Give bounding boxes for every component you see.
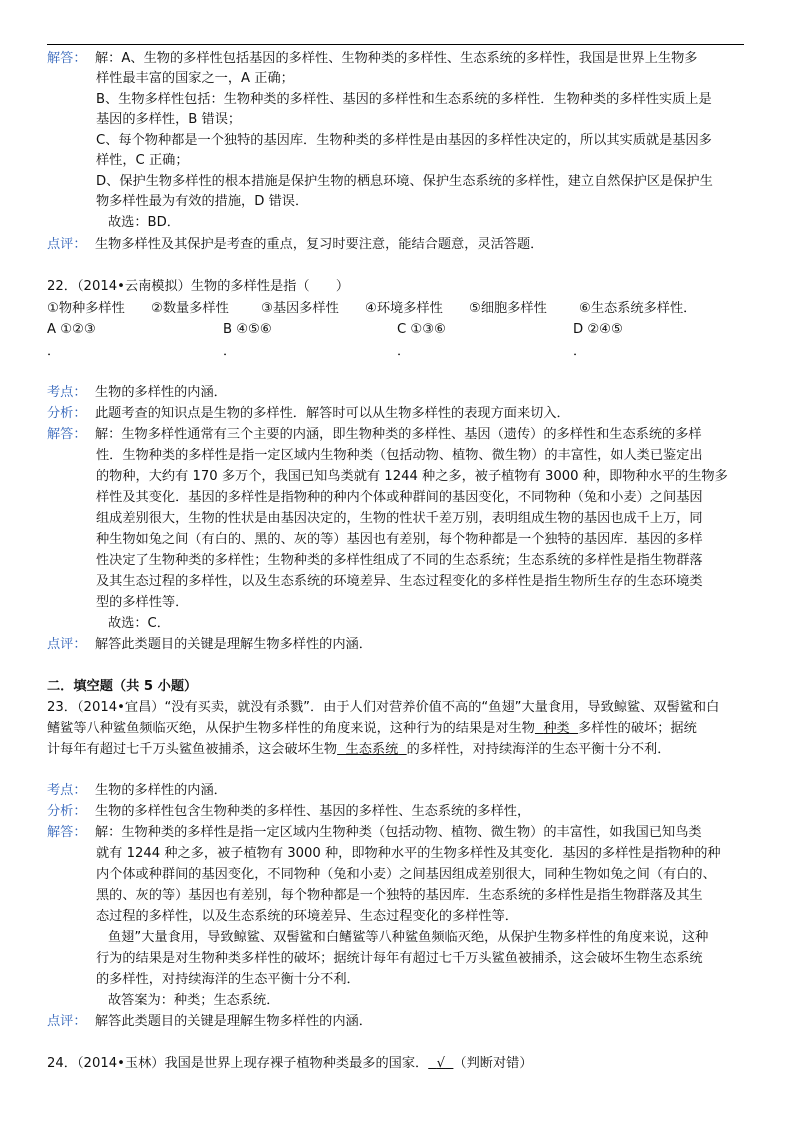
q22-item: ⑤细胞多样性 xyxy=(469,301,547,316)
q23-comment: 点评： 解答此类题目的关键是理解生物多样性的内涵． xyxy=(47,1012,747,1032)
comment-label: 点评： xyxy=(47,1014,87,1029)
point-label: 考点： xyxy=(47,385,87,400)
q21-line: 基因的多样性，B 错误； xyxy=(96,112,242,127)
q22-line: 性．生物种类的多样性是指一定区域内生物种类（包括动物、植物、微生物）的丰富性，如人类已鉴定出 xyxy=(96,448,703,463)
q23-point: 考点： 生物的多样性的内涵． xyxy=(47,781,747,801)
q22-line: 的物种，大约有 170 多万个，我国已知鸟类就有 1244 种之多，被子植物有 3000 种，即物种水平的生物多 xyxy=(96,469,728,484)
q22-line: 样性及其变化．基因的多样性是指物种的种内个体或种群间的基因变化，不同物种（兔和小麦）之间基因 xyxy=(96,490,703,505)
comment-label: 点评： xyxy=(47,237,87,252)
q22-line: 种生物如兔之间（有白的、黑的、灰的等）基因也有差别，每个物种都是一个独特的基因库．基因的多样 xyxy=(96,532,703,547)
q22-analysis: 分析： 此题考查的知识点是生物的多样性．解答时可以从生物多样性的表现方面来切入． xyxy=(47,404,747,424)
q22-line: 组成差别很大，生物的性状是由基因决定的，生物的性状千差万别，表明组成生物的基因也成千上万，同 xyxy=(96,511,703,526)
comment-label: 点评： xyxy=(47,637,87,652)
blank-1[interactable]: 种类 xyxy=(543,721,570,736)
q22-items xyxy=(47,299,747,319)
q21-line: C、每个物种都是一个独特的基因库．生物种类的多样性是由基因的多样性决定的，所以其实质就是基因多 xyxy=(96,133,712,148)
q21-comment: 点评： 生物多样性及其保护是考查的重点，复习时要注意，能结合题意，灵活答题． xyxy=(47,235,747,255)
q23-stem-1: 23．（2014•宜昌）“没有买卖，就没有杀戮”．由于人们对营养价值不高的“鱼翅”大量食用，导致鲸鲨、双髻鲨和白 xyxy=(47,700,720,715)
q22-comment: 点评： 解答此类题目的关键是理解生物多样性的内涵． xyxy=(47,635,747,655)
q21-answer: 解答： 解：A、生物的多样性包括基因的多样性、生物种类的多样性、生态系统的多样性，我国是世界上生物多 xyxy=(47,49,747,69)
option-a[interactable]: A ①②③ xyxy=(47,322,96,337)
q23-line: 故答案为：种类；生态系统． xyxy=(108,993,280,1008)
q22-item: ③基因多样性 xyxy=(261,301,339,316)
q21-line: 样性最丰富的国家之一，A 正确； xyxy=(96,71,294,86)
option-b[interactable]: B ④⑤⑥ xyxy=(223,322,272,337)
q22-item: ①物种多样性 xyxy=(47,301,125,316)
answer-label: 解答： xyxy=(47,51,87,66)
q22-line: 故选：C． xyxy=(108,616,170,631)
answer-label: 解答： xyxy=(47,427,87,442)
q22-line: 及其生态过程的多样性，以及生态系统的环境差异、生态过程变化的多样性是指生物所生存的生态环境类 xyxy=(96,574,703,589)
q24-blank[interactable]: √ xyxy=(436,1056,446,1071)
q22-line: 型的多样性等． xyxy=(96,595,189,610)
section-heading: 二．填空题（共 5 小题） xyxy=(47,679,198,694)
q22-item: ④环境多样性 xyxy=(365,301,443,316)
q23-line: 黑的、灰的等）基因也有差别，每个物种都是一个独特的基因库．生态系统的多样性是指生物群落及其生 xyxy=(96,888,703,903)
q23-stem-3: 计每年有超过七千万头鲨鱼被捕杀，这会破坏生物 生态系统 的多样性，对持续海洋的生态平衡十分不利． xyxy=(47,742,671,757)
q23-answer: 解答： 解：生物种类的多样性是指一定区域内生物种类（包括动物、植物、微生物）的丰富性，如我国已知鸟类 xyxy=(47,823,747,843)
q22-answer: 解答： 解：生物多样性通常有三个主要的内涵，即生物种类的多样性、基因（遗传）的多样性和生态系统的多样 xyxy=(47,425,747,445)
q23-line: 鱼翅”大量食用，导致鲸鲨、双髻鲨和白鳍鲨等八种鲨鱼频临灭绝，从保护生物多样性的角度来说，这种 xyxy=(108,930,709,945)
analysis-label: 分析： xyxy=(47,804,87,819)
q24-stem: 24．（2014•玉林）我国是世界上现存裸子植物种类最多的国家． √ （判断对错） xyxy=(47,1056,533,1071)
q23-analysis: 分析： 生物的多样性包含生物种类的多样性、基因的多样性、生态系统的多样性， xyxy=(47,802,747,822)
answer-label: 解答： xyxy=(47,825,87,840)
q22-option-dots: ． ． ． ． xyxy=(47,344,587,359)
q22-item: ②数量多样性 xyxy=(151,301,229,316)
q21-line: 物多样性最为有效的措施，D 错误． xyxy=(96,194,309,209)
q23-line: 行为的结果是对生物种类多样性的破坏；据统计每年有超过七千万头鲨鱼被捕杀，这会破坏生物生态系统 xyxy=(96,951,703,966)
blank-2[interactable]: 生态系统 xyxy=(345,742,399,757)
q23-line: 的多样性，对持续海洋的生态平衡十分不利． xyxy=(96,972,360,987)
q23-stem-2: 鳍鲨等八种鲨鱼频临灭绝，从保护生物多样性的角度来说，这种行为的结果是对生物 种类 多样性的破坏；据统 xyxy=(47,721,697,736)
q22-stem: 22．（2014•云南模拟）生物的多样性是指（ ） xyxy=(47,279,350,294)
q22-options xyxy=(47,320,747,340)
q21-line: D、保护生物多样性的根本措施是保护生物的栖息环境、保护生态系统的多样性，建立自然保护区是保护生 xyxy=(96,174,713,189)
q22-line: 性决定了生物种类的多样性；生物种类的多样性组成了不同的生态系统；生态系统的多样性是指生物群落 xyxy=(96,553,703,568)
q21-line: B、生物多样性包括：生物种类的多样性、基因的多样性和生态系统的多样性．生物种类的多样性实质上是 xyxy=(96,92,712,107)
option-c[interactable]: C ①③⑥ xyxy=(397,322,446,337)
q23-line: 内个体或种群间的基因变化，不同物种（兔和小麦）之间基因组成差别很大，同种生物如兔之间（有白的、 xyxy=(96,867,716,882)
q22-point: 考点： 生物的多样性的内涵． xyxy=(47,383,747,403)
q22-item: ⑥生态系统多样性． xyxy=(579,301,697,316)
point-label: 考点： xyxy=(47,783,87,798)
q23-line: 态过程的多样性，以及生态系统的环境差异、生态过程变化的多样性等． xyxy=(96,909,518,924)
top-rule xyxy=(47,44,744,45)
analysis-label: 分析： xyxy=(47,406,87,421)
q23-line: 就有 1244 种之多，被子植物有 3000 种，即物种水平的生物多样性及其变化．基因的多样性是指物种的种 xyxy=(96,846,721,861)
q21-line: 故选：BD． xyxy=(108,215,180,230)
q21-line: 样性，C 正确； xyxy=(96,153,189,168)
option-d[interactable]: D ②④⑤ xyxy=(573,322,623,337)
